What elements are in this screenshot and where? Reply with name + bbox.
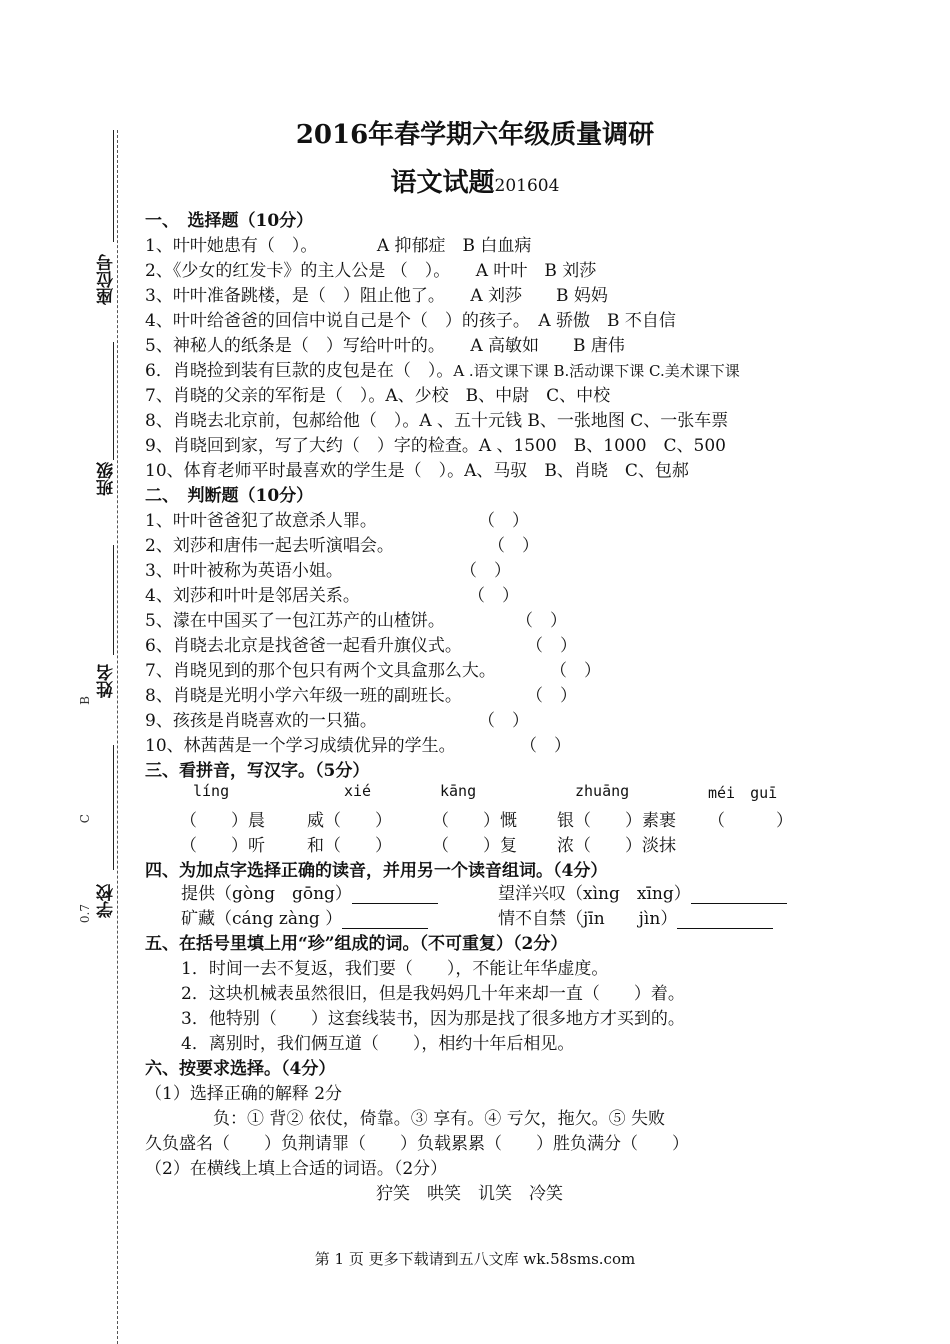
sec3-r1-2[interactable]: 威（ ） bbox=[307, 811, 392, 831]
sec4-item-1-text: 提供（gòng gōng） bbox=[181, 884, 352, 904]
sec1-q6-options: A .语文课下课 B.活动课下课 C.美术课下课 bbox=[453, 362, 740, 380]
sec1-q4: 4、叶叶给爸爸的回信中说自己是个（ ）的孩子。 A 骄傲 B 不自信 bbox=[145, 311, 676, 331]
sec2-q10: 10、林茜茜是一个学习成绩优异的学生。 bbox=[145, 736, 456, 756]
sec2-q6-paren[interactable]: （ ） bbox=[526, 636, 577, 656]
sec3-pinyin-5: méi guī bbox=[708, 784, 778, 802]
margin-seat-label: 座位号 bbox=[97, 254, 117, 305]
sec3-r1-5[interactable]: （ ） bbox=[708, 811, 793, 831]
sec3-r2-3[interactable]: （ ）复 bbox=[432, 836, 517, 856]
binding-dashed-line bbox=[117, 130, 118, 1344]
sec3-pinyin-3: kāng bbox=[440, 782, 477, 800]
sec1-q2: 2、《少女的红发卡》的主人公是 （ ）。 A 叶叶 B 刘莎 bbox=[145, 261, 597, 281]
subtitle-code: 201604 bbox=[494, 176, 560, 196]
sec3-pinyin-2: xié bbox=[344, 782, 372, 800]
sec2-q10-paren[interactable]: （ ） bbox=[520, 736, 571, 756]
sec1-q6 bbox=[145, 356, 740, 381]
margin-name-label: 姓名 bbox=[97, 664, 117, 698]
sec6-heading: 六、按要求选择。（4分） bbox=[145, 1059, 336, 1079]
sec2-q3: 3、叶叶被称为英语小姐。 bbox=[145, 561, 343, 581]
margin-line bbox=[113, 745, 114, 870]
sec6-words: 狞笑 哄笑 讥笑 冷笑 bbox=[376, 1184, 563, 1204]
sec4-item-2 bbox=[498, 879, 787, 904]
sec2-q9: 9、孩孩是肖晓喜欢的一只猫。 bbox=[145, 711, 377, 731]
sec3-r1-4[interactable]: 银（ ）素裹 bbox=[557, 811, 676, 831]
margin-mark-c: C bbox=[78, 814, 92, 824]
sec2-heading: 二、 判断题（10分） bbox=[145, 486, 314, 506]
margin-class-label: 班级 bbox=[97, 462, 117, 496]
margin-line bbox=[113, 545, 114, 655]
sec3-heading: 三、看拼音，写汉字。（5分） bbox=[145, 761, 370, 781]
sec2-q4-paren[interactable]: （ ） bbox=[468, 586, 519, 606]
sec4-item-3 bbox=[181, 904, 428, 929]
sec2-q2: 2、刘莎和唐伟一起去听演唱会。 bbox=[145, 536, 394, 556]
sec2-q1: 1、叶叶爸爸犯了故意杀人罪。 bbox=[145, 511, 377, 531]
page-footer: 第 1 页 更多下载请到五八文库 wk.58sms.com bbox=[314, 1250, 636, 1268]
sec3-r2-2[interactable]: 和（ ） bbox=[307, 836, 392, 856]
sec4-item-4 bbox=[498, 904, 773, 929]
sec1-q10: 10、体育老师平时最喜欢的学生是（ ）。A、马驭 B、肖晓 C、包郝 bbox=[145, 461, 689, 481]
sec2-q2-paren[interactable]: （ ） bbox=[488, 536, 539, 556]
sec6-defs: 负：① 背② 依仗，倚靠。③ 享有。④ 亏欠，拖欠。⑤ 失败 bbox=[213, 1109, 666, 1129]
sec5-q1: 1．时间一去不复返，我们要（ ），不能让年华虚度。 bbox=[181, 959, 609, 979]
page-subtitle bbox=[0, 162, 950, 199]
sec2-q4: 4、刘莎和叶叶是邻居关系。 bbox=[145, 586, 360, 606]
sec1-q6-main: 6．肖晓捡到装有巨款的皮包是在（ ）。 bbox=[145, 361, 454, 381]
margin-line bbox=[113, 342, 114, 460]
sec6-sub2: （2）在横线上填上合适的词语。（2分） bbox=[145, 1159, 448, 1179]
sec2-q7-paren[interactable]: （ ） bbox=[550, 661, 601, 681]
sec1-q5: 5、神秘人的纸条是（ ）写给叶叶的。 A 高敏如 B 唐伟 bbox=[145, 336, 625, 356]
sec4-heading: 四、为加点字选择正确的读音，并用另一个读音组词。（4分） bbox=[145, 861, 608, 881]
sec4-item-2-text: 望洋兴叹（xìng xīng） bbox=[498, 884, 691, 904]
sec2-q8: 8、肖晓是光明小学六年级一班的副班长。 bbox=[145, 686, 462, 706]
sec3-r1-1[interactable]: （ ）晨 bbox=[180, 811, 265, 831]
sec3-r1-3[interactable]: （ ）慨 bbox=[432, 811, 517, 831]
sec4-item-1 bbox=[181, 879, 438, 904]
sec2-q6: 6、肖晓去北京是找爸爸一起看升旗仪式。 bbox=[145, 636, 462, 656]
sec4-item-3-text: 矿藏（cáng zàng ） bbox=[181, 909, 343, 929]
sec5-q2: 2．这块机械表虽然很旧，但是我妈妈几十年来却一直（ ）着。 bbox=[181, 984, 685, 1004]
margin-school-label: 学校 bbox=[97, 884, 117, 918]
sec3-r2-1[interactable]: （ ）听 bbox=[180, 836, 265, 856]
sec2-q9-paren[interactable]: （ ） bbox=[478, 711, 529, 731]
sec2-q5: 5、濛在中国买了一包江苏产的山楂饼。 bbox=[145, 611, 445, 631]
sec5-heading: 五、在括号里填上用“珍”组成的词。（不可重复）（2分） bbox=[145, 934, 568, 954]
margin-mark-b: B bbox=[78, 696, 92, 705]
sec2-q8-paren[interactable]: （ ） bbox=[526, 686, 577, 706]
sec1-q3: 3、叶叶准备跳楼，是（ ）阻止他了。 A 刘莎 B 妈妈 bbox=[145, 286, 608, 306]
subtitle-text: 语文试题 bbox=[390, 168, 495, 198]
sec3-pinyin-1: líng bbox=[193, 782, 230, 800]
sec1-q7: 7、肖晓的父亲的军衔是（ ）。A、少校 B、中尉 C、中校 bbox=[145, 386, 611, 406]
sec5-q3: 3．他特别（ ）这套线装书，因为那是找了很多地方才买到的。 bbox=[181, 1009, 685, 1029]
sec3-r2-4[interactable]: 浓（ ）淡抹 bbox=[557, 836, 676, 856]
sec1-q1: 1、叶叶她患有（ ）。 A 抑郁症 B 白血病 bbox=[145, 236, 532, 256]
sec2-q1-paren[interactable]: （ ） bbox=[478, 511, 529, 531]
page-title: 2016年春学期六年级质量调研 bbox=[295, 120, 655, 150]
sec6-idioms: 久负盛名（ ）负荆请罪（ ）负载累累（ ）胜负满分（ ） bbox=[145, 1134, 689, 1154]
sec4-item-4-blank[interactable] bbox=[677, 928, 773, 929]
sec2-q5-paren[interactable]: （ ） bbox=[516, 611, 567, 631]
sec5-q4: 4．离别时，我们俩互道（ ），相约十年后相见。 bbox=[181, 1034, 575, 1054]
sec2-q3-paren[interactable]: （ ） bbox=[460, 561, 511, 581]
sec1-q9: 9、肖晓回到家，写了大约（ ）字的检查。A 、1500 B、1000 C、500 bbox=[145, 436, 726, 456]
sec1-heading: 一、 选择题（10分） bbox=[145, 211, 314, 231]
sec3-pinyin-4: zhuāng bbox=[575, 782, 630, 800]
margin-mark-07: 0.7 bbox=[78, 904, 92, 924]
sec2-q7: 7、肖晓见到的那个包只有两个文具盒那么大。 bbox=[145, 661, 496, 681]
sec6-sub1: （1）选择正确的解释 2分 bbox=[145, 1084, 343, 1104]
sec4-item-4-text: 情不自禁（jīn jìn） bbox=[498, 909, 678, 929]
sec1-q8: 8、肖晓去北京前，包郝给他（ ）。A 、五十元钱 B、一张地图 C、一张车票 bbox=[145, 411, 729, 431]
